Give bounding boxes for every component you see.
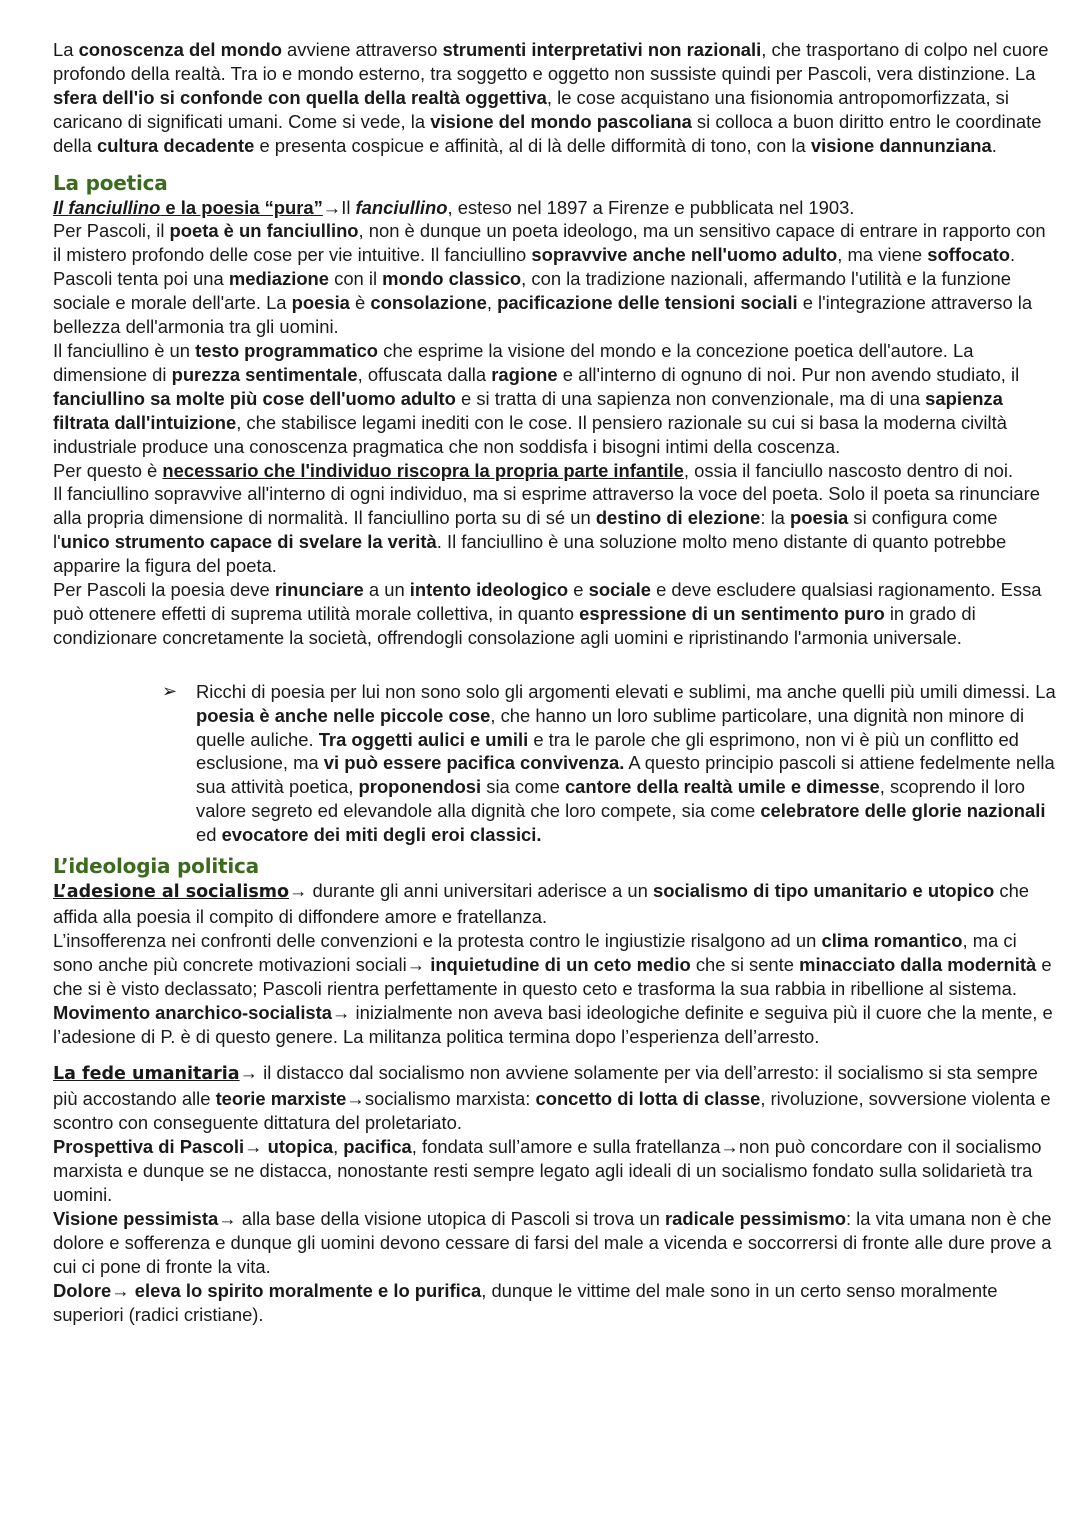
paragraph-poesia-pura [53,578,1058,650]
text-run: poesia [790,507,849,529]
text-run: poesia è anche nelle piccole cose [196,704,491,726]
text-run: a un [363,579,410,601]
text-run: , che stabilisce legami inediti con le cose. Il pensiero razionale su cui si basa la moderna civiltà industriale produce una conoscenza pragmatica che non soddisfa i bisogni intimi della coscenza. [53,411,1007,457]
text-run: cantore della realtà umile e dimesse [564,776,880,798]
text-run: fanciullino [355,196,448,218]
text-run: , rivoluzione, sovversione violenta e scontro con conseguente dittatura del proletariato. [53,1088,1051,1134]
text-run: , che trasportano di colpo nel cuore profondo della realtà. Tra io e mondo esterno, tra soggetto e oggetto non sussiste quindi per Pascoli, vera distinzione. La [53,39,1049,84]
text-run: si colloca a buon diritto entro le coordinate della [53,110,1042,156]
text-run: strumenti interpretativi non razionali [442,39,762,60]
text-run: , che hanno un loro sublime particolare, una dignità non minore di quelle auliche. [196,704,1025,750]
text-run: Movimento anarchico-socialista [53,1001,333,1023]
text-run: Visione pessimista [53,1207,219,1229]
text-run: vi può essere pacifica convivenza. [323,752,625,774]
text-run: → inizialmente non aveva basi ideologiche definite e seguiva più il cuore che la mente, e l’adesione di P. è di questo genere. La militanza politica termina dopo l’esperienza dell’arresto. [53,1001,1053,1047]
text-run: Ricchi di poesia per lui non sono solo gli argomenti elevati e sublimi, ma anche quelli più umili dimessi. La [196,680,1056,702]
paragraph-parte-infantile [53,459,1058,483]
text-run: e presenta cospicue e affinità, al di là delle difformità di tono, con la [254,134,811,156]
text-run: celebratore delle glorie nazionali [760,800,1046,822]
document-page [53,38,1058,1326]
text-run: teorie marxiste [215,1088,347,1110]
text-run: , scoprendo il loro valore segreto ed elevandole alla dignità che loro compete, sia come [196,776,1025,822]
text-run: Per Pascoli la poesia deve [53,579,275,601]
text-run: pacifica [343,1136,412,1158]
text-run: e si tratta di una sapienza non convenzionale, ma di una [455,387,926,409]
text-run: e che si è visto declassato; Pascoli rientra perfettamente in questo ceto e trasforma la sua rabbia in ribellione al sistema. [53,953,1052,999]
text-run: sopravvive anche nell'uomo adulto [531,244,838,266]
text-run: poesia [291,292,350,314]
text-run: e tra le parole che gli esprimono, non vi è più un conflitto ed esclusione, ma [196,728,1019,774]
text-run: che affida alla poesia il compito di diffondere amore e fratellanza. [53,880,1030,927]
text-run: , esteso nel 1897 a Firenze e pubblicata nel 1903. [447,196,855,218]
text-run: L’insofferenza nei confronti delle convenzioni e la protesta contro le ingiustizie risalgono ad un [53,929,822,951]
text-run: sfera dell'io si confonde con quella della realtà oggettiva [53,86,547,108]
bullet-arrow-icon: ➢ [162,680,178,702]
text-run: , fondata sull’amore e sulla fratellanza→non può concordare con il socialismo marxista e dunque se ne distacca, nonostante resti sempre legato agli ideali di un socialismo fondato sulla solidarietà tra uomini. [53,1136,1042,1205]
text-run: , ma ci sono anche più concrete motivazioni sociali→ [53,929,1017,975]
text-run: Per Pascoli, il [53,220,170,242]
paragraph-fede-umanitaria [53,1061,1058,1135]
text-run: che si sente [690,953,800,975]
text-run: , con la tradizione nazionali, affermando l'utilità e la funzione sociale e morale dell'arte. La [53,268,1011,314]
heading-ideologia-politica: L’ideologia politica [53,854,259,879]
paragraph-movimento-anarchico [53,1001,1058,1049]
text-run: La [53,39,79,60]
text-run: L’adesione al socialismo [53,882,290,903]
text-run: , offuscata dalla [357,363,492,385]
text-run: pacificazione delle tensioni sociali [497,292,798,314]
text-run: → [111,1279,135,1301]
text-run: → durante gli anni universitari aderisce a un [289,880,653,902]
text-run: Il [53,196,69,218]
paragraph-fanciullino-intro [53,196,1058,220]
text-run: sociale [588,579,651,601]
text-run: →socialismo marxista: [346,1088,536,1110]
text-run: →Il [322,196,356,218]
text-run: e [568,579,589,601]
text-run: fanciullino [68,196,161,218]
text-run: in grado di condizionare concretamente la società, offrendogli consolazione agli uomini e ripristinando l'armonia universale. [53,602,976,648]
bullet-text [196,680,1058,847]
text-run: testo programmatico [195,339,379,361]
text-run: → il distacco dal socialismo non avviene solamente per via dell’arresto: il socialismo si sta sempre più accostando alle [53,1062,1038,1110]
paragraph-visione-pessimista [53,1207,1058,1279]
text-run: Il fanciullino sopravvive all'interno di ogni individuo, ma si esprime attraverso la voce del poeta. Solo il poeta sa rinunciare alla propria dimensione di normalità. Il fanciullino porta su di sé un [53,483,1040,529]
text-run: con il [329,268,383,290]
text-run: A questo principio pascoli si attiene fedelmente nella sua attività poetica, [196,752,1055,798]
text-run: , ma viene [837,244,928,266]
paragraph-poeta-fanciullino [53,219,1058,339]
text-run: fanciullino sa molte più cose dell'uomo adulto [53,387,456,409]
text-run: , [333,1136,344,1158]
text-run: Tra oggetti aulici e umili [318,728,529,750]
text-run: : la vita umana non è che dolore e sofferenza e dunque gli uomini devono cessare di farsi del male a vicenda e soccorrersi di fronte alle dure prove a cui ci pone di fronte la vita. [53,1207,1052,1277]
text-run: socialismo di tipo umanitario e utopico [652,880,995,902]
text-run: , non è dunque un poeta ideologo, ma un sensitivo capace di entrare in rapporto con il mistero profondo delle cose per vie intuitive. Il fanciullino [53,220,1046,266]
text-run: che esprime la visione del mondo e la concezione poetica dell'autore. La dimensione di [53,339,974,385]
text-run: concetto di lotta di classe [535,1088,761,1110]
text-run: visione del mondo pascoliana [430,110,692,132]
text-run: mediazione [228,268,330,290]
text-run: e deve escludere qualsiasi ragionamento. Essa può ottenere effetti di suprema utilità morale collettiva, in quanto [53,579,1042,624]
text-run: , le cose acquistano una fisionomia antropomorfizzata, si caricano di significati umani. Come si vede, la [53,86,1009,132]
text-run: e l'integrazione attraverso la bellezza dell'armonia tra gli uomini. [53,292,1033,338]
text-run: Prospettiva di Pascoli [53,1136,245,1158]
text-run: . Pascoli tenta poi una [53,244,1016,290]
text-run: e la poesia “pura” [160,196,323,218]
text-run: destino di elezione [595,507,761,529]
text-run: inquietudine di un ceto medio [430,953,691,975]
text-run: e all'interno di ognuno di noi. Pur non avendo studiato, il [557,363,1020,385]
text-run: è [349,292,371,314]
text-run: , ossia il fanciullo nascosto dentro di noi. [683,459,1014,481]
paragraph-voce-del-poeta [53,482,1058,578]
text-run: conoscenza del mondo [78,39,282,60]
text-run: . [991,134,997,156]
text-run: . Il fanciullino è una soluzione molto meno distante di quanto potrebbe apparire la figura del poeta. [53,531,1007,577]
text-run: si configura come l' [53,507,998,553]
text-run: minacciato dalla modernità [799,953,1037,975]
text-run: avviene attraverso [281,39,443,60]
text-run: Per questo è [53,459,163,481]
text-run: espressione di un sentimento puro [579,602,885,624]
text-run: sapienza filtrata dall'intuizione [53,387,1003,433]
text-run: , dunque le vittime del male sono in un certo senso moralmente superiori (radici cristiane). [53,1279,998,1325]
text-run: visione dannunziana [810,134,992,156]
paragraph-clima-romantico [53,929,1058,1001]
text-run: : la [760,507,791,529]
text-run: ed [196,824,222,846]
text-run: cultura decadente [96,134,255,156]
text-run: poeta è un fanciullino [169,220,359,242]
text-run: ragione [491,363,558,385]
text-run: evocatore dei miti degli eroi classici. [221,824,542,846]
paragraph-conoscenza [53,38,1058,158]
paragraph-adesione-socialismo [53,879,1058,929]
text-run: → [244,1136,268,1158]
paragraph-dolore [53,1279,1058,1327]
text-run: soffocato [927,244,1010,266]
text-run: purezza sentimentale [171,363,358,385]
text-run: , [486,292,498,314]
text-run: radicale pessimismo [665,1207,846,1229]
bullet-piccole-cose [162,680,1058,847]
text-run: consolazione [370,292,487,314]
text-run: proponendosi [358,776,482,798]
text-run: rinunciare [274,579,364,601]
text-run: utopica [267,1136,334,1158]
text-run: Dolore [53,1279,112,1301]
text-run: intento ideologico [409,579,569,601]
text-run: clima romantico [821,929,963,951]
paragraph-testo-programmatico [53,339,1058,459]
text-run: unico strumento capace di svelare la verità [60,531,437,553]
text-run: Il fanciullino è un [53,339,196,361]
paragraph-prospettiva-pascoli [53,1135,1058,1207]
text-run: eleva lo spirito moralmente e lo purifica [134,1279,482,1301]
text-run: mondo classico [382,268,522,290]
text-run: La fede umanitaria [53,1064,240,1085]
heading-la-poetica: La poetica [53,170,168,195]
text-run: sia come [481,776,565,798]
text-run: necessario che l'individuo riscopra la propria parte infantile [162,459,684,481]
text-run: → alla base della visione utopica di Pascoli si trova un [218,1207,665,1229]
